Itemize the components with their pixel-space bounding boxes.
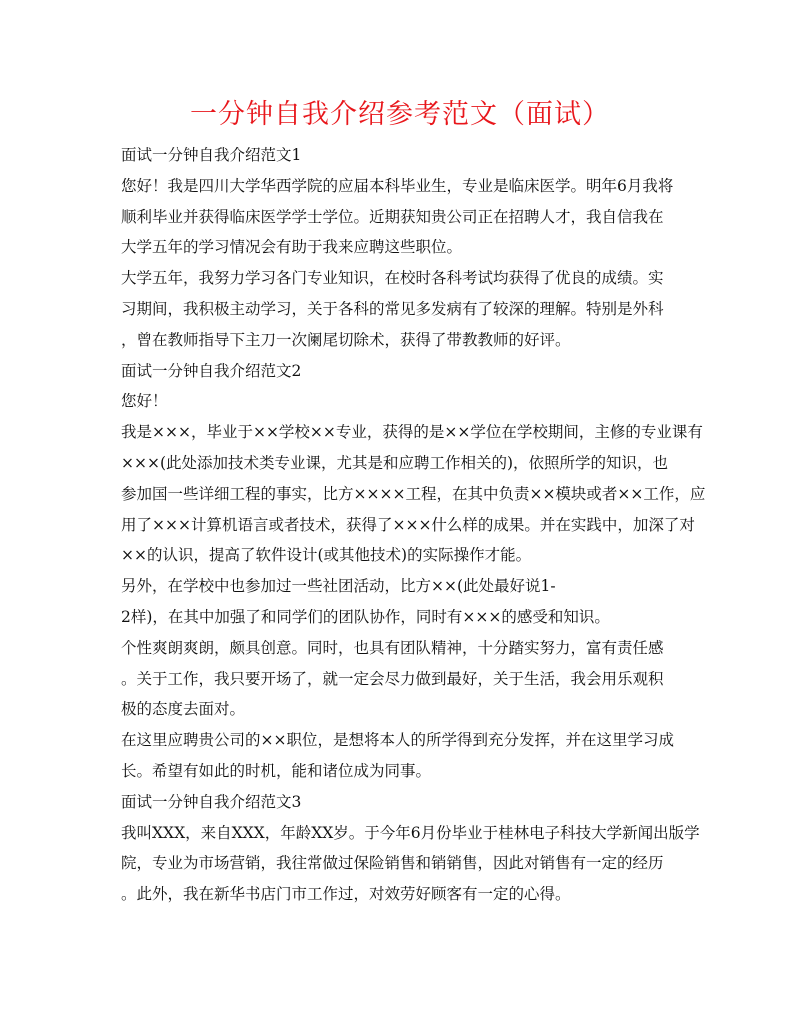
document-title: 一分钟自我介绍参考范文（面试） [190, 99, 610, 130]
section-heading: 面试一分钟自我介绍范文1 [121, 146, 302, 164]
paragraph-line: 大学五年的学习情况会有助于我来应聘这些职位。 [121, 238, 463, 257]
paragraph-line: 长。希望有如此的时机，能和诸位成为同事。 [121, 761, 432, 780]
paragraph-line: 。关于工作，我只要开场了，就一定会尽力做到最好，关于生活，我会用乐观积 [121, 669, 664, 688]
paragraph-line: 用了×××计算机语言或者技术，获得了×××什么样的成果。并在实践中，加深了对 [121, 515, 695, 534]
paragraph-line: 您好！我是四川大学华西学院的应届本科毕业生，专业是临床医学。明年6月我将 [121, 176, 674, 195]
paragraph-line: ×××(此处添加技术类专业课，尤其是和应聘工作相关的)，依照所学的知识，也 [121, 453, 669, 472]
section-heading: 面试一分钟自我介绍范文3 [121, 792, 302, 811]
paragraph-line: 在这里应聘贵公司的××职位，是想将本人的所学得到充分发挥，并在这里学习成 [121, 731, 674, 750]
paragraph-line: 我是×××，毕业于××学校××专业，获得的是××学位在学校期间，主修的专业课有 [121, 423, 703, 442]
paragraph-line: 习期间，我积极主动学习，关于各科的常见多发病有了较深的理解。特别是外科 [121, 299, 664, 318]
paragraph-line: 顺利毕业并获得临床医学学士学位。近期获知贵公司正在招聘人才，我自信我在 [121, 207, 664, 226]
paragraph-line: 我叫XXX，来自XXX，年龄XX岁。于今年6月份毕业于桂林电子科技大学新闻出版学 [121, 823, 700, 842]
paragraph-line: 2样)，在其中加强了和同学们的团队协作，同时有×××的感受和知识。 [121, 607, 610, 626]
document-body [121, 140, 706, 910]
paragraph-line: ，曾在教师指导下主刀一次阑尾切除术，获得了带教教师的好评。 [121, 330, 571, 349]
paragraph-line: 另外，在学校中也参加过一些社团活动，比方××(此处最好说1- [121, 577, 556, 596]
paragraph-line: 极的态度去面对。 [121, 700, 246, 719]
paragraph-line: 参加国一些详细工程的事实，比方××××工程，在其中负责××模块或者××工作，应 [121, 484, 706, 503]
paragraph-line: 您好！ [121, 392, 168, 411]
paragraph-line: ××的认识，提高了软件设计(或其他技术)的实际操作才能。 [121, 546, 532, 565]
paragraph-line: 。此外，我在新华书店门市工作过，对效劳好顾客有一定的心得。 [121, 885, 571, 904]
paragraph-line: 个性爽朗爽朗，颇具创意。同时，也具有团队精神，十分踏实努力，富有责任感 [121, 638, 664, 657]
paragraph-line: 院，专业为市场营销，我往常做过保险销售和销销售，因此对销售有一定的经历 [121, 854, 664, 873]
section-heading: 面试一分钟自我介绍范文2 [121, 361, 302, 380]
paragraph-line: 大学五年，我努力学习各门专业知识，在校时各科考试均获得了优良的成绩。实 [121, 269, 664, 288]
